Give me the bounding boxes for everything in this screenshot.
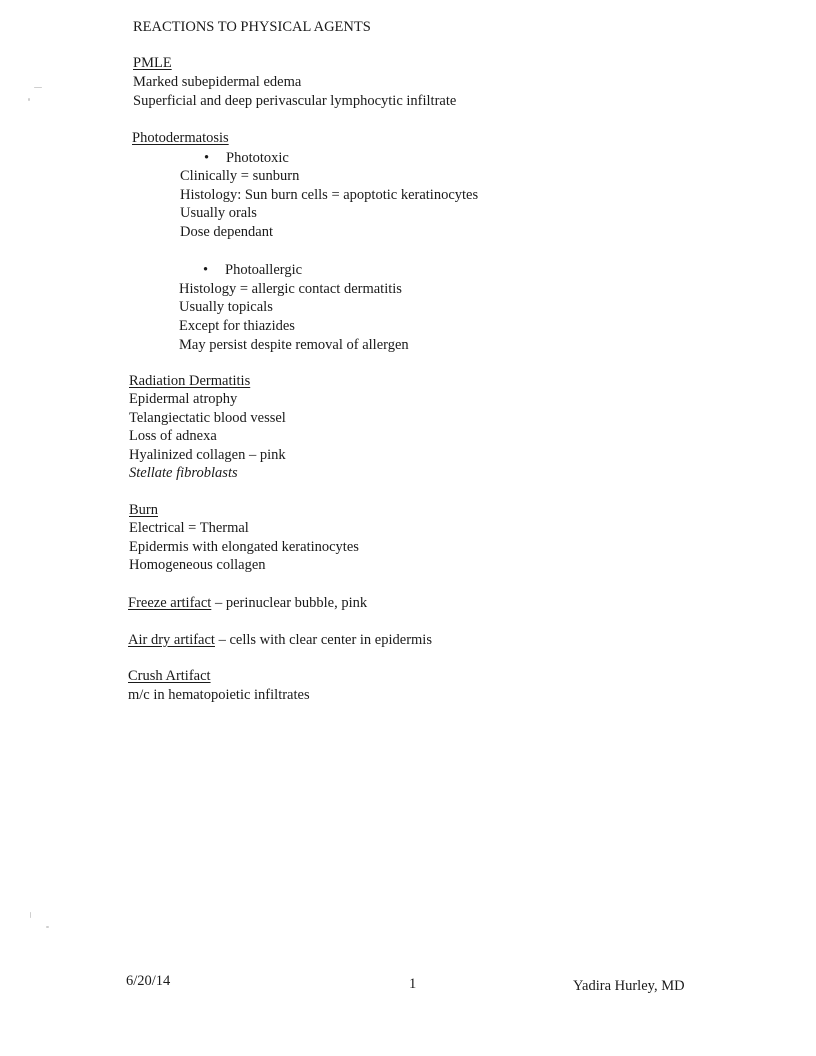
section-heading-radiation-dermatitis: Radiation Dermatitis: [129, 373, 251, 389]
scan-speck: [46, 926, 49, 928]
radiation-line: Telangiectatic blood vessel: [129, 410, 286, 426]
photoallergic-line: Except for thiazides: [179, 318, 295, 334]
bullet-item-phototoxic: [204, 149, 289, 167]
bullet-label: Phototoxic: [226, 150, 289, 166]
phototoxic-line: Histology: Sun burn cells = apoptotic keratinocytes: [180, 187, 479, 203]
section-heading-photodermatosis: Photodermatosis: [132, 130, 229, 146]
photoallergic-line: Usually topicals: [179, 299, 273, 315]
page-title: REACTIONS TO PHYSICAL AGENTS: [133, 19, 371, 35]
bullet-label: Photoallergic: [225, 262, 303, 278]
air-dry-artifact-line: [128, 631, 432, 649]
bullet-icon: •: [204, 150, 210, 166]
scan-speck: [34, 87, 42, 88]
phototoxic-line: Usually orals: [180, 205, 257, 221]
radiation-line-italic: Stellate fibroblasts: [129, 465, 238, 481]
bullet-item-photoallergic: [203, 261, 302, 279]
radiation-line: Epidermal atrophy: [129, 391, 238, 407]
scan-speck: [28, 98, 30, 101]
section-heading-crush-artifact: Crush Artifact: [128, 668, 211, 684]
footer-page-number: 1: [409, 976, 417, 992]
pmle-line: Marked subepidermal edema: [133, 74, 302, 90]
bullet-icon: •: [203, 262, 209, 278]
section-heading-air-dry-artifact: Air dry artifact: [128, 632, 215, 648]
burn-line: Epidermis with elongated keratinocytes: [129, 539, 359, 555]
photoallergic-line: May persist despite removal of allergen: [179, 337, 409, 353]
burn-line: Homogeneous collagen: [129, 557, 266, 573]
burn-line: Electrical = Thermal: [129, 520, 249, 536]
crush-line: m/c in hematopoietic infiltrates: [128, 687, 310, 703]
pmle-line: Superficial and deep perivascular lymphocytic infiltrate: [133, 93, 457, 109]
phototoxic-line: Clinically = sunburn: [180, 168, 300, 184]
footer-date: 6/20/14: [126, 973, 171, 989]
section-heading-burn: Burn: [129, 502, 158, 518]
radiation-line: Hyalinized collagen – pink: [129, 447, 286, 463]
radiation-line: Loss of adnexa: [129, 428, 217, 444]
section-heading-pmle: PMLE: [133, 55, 172, 71]
air-dry-artifact-text: – cells with clear center in epidermis: [214, 632, 432, 648]
phototoxic-line: Dose dependant: [180, 224, 274, 240]
footer-author: Yadira Hurley, MD: [573, 978, 685, 994]
photoallergic-line: Histology = allergic contact dermatitis: [179, 281, 402, 297]
freeze-artifact-line: [128, 594, 367, 612]
freeze-artifact-text: – perinuclear bubble, pink: [211, 595, 368, 611]
section-heading-freeze-artifact: Freeze artifact: [128, 595, 212, 611]
scan-speck: [30, 912, 31, 918]
